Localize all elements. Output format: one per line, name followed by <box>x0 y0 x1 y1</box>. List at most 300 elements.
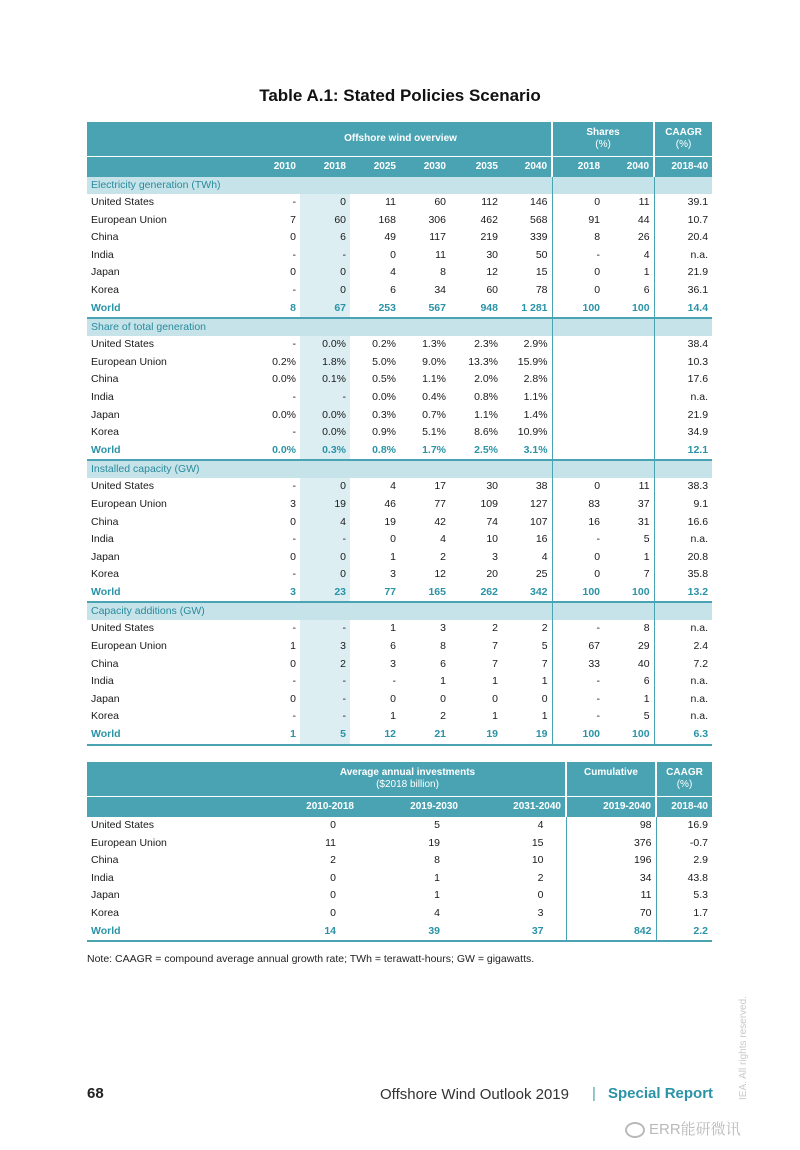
table-cell: 0 <box>300 264 350 282</box>
table-cell: 4 <box>541 550 548 563</box>
table-cell: 1.4% <box>523 408 548 421</box>
table-cell: 1 <box>492 710 498 723</box>
table-cell: 1 <box>643 266 650 279</box>
table-row <box>87 229 712 247</box>
table-cell: 0 <box>541 692 548 705</box>
column-header: 2035 <box>450 157 502 178</box>
table-cell: 0 <box>552 549 604 567</box>
row-label: European Union <box>91 836 167 849</box>
table-row <box>87 852 712 870</box>
section-row <box>87 460 712 478</box>
row-label: Korea <box>91 426 120 439</box>
table-cell: 91 <box>552 212 604 230</box>
table-cell: 2 <box>541 622 548 635</box>
table-cell: 5.3 <box>656 887 712 905</box>
table-cell: 0 <box>440 692 446 705</box>
table-cell: 1 <box>492 675 498 688</box>
table-cell: 19 <box>384 515 396 528</box>
row-label: Korea <box>91 710 120 723</box>
table-cell: 8.6% <box>474 426 498 439</box>
table-cell: 38.4 <box>654 336 712 354</box>
table-cell: 107 <box>530 515 548 528</box>
row-label: India <box>91 675 114 688</box>
table-cell: 6 <box>390 283 396 296</box>
blank-header-cell <box>87 797 250 818</box>
section-title-cell <box>87 460 552 478</box>
page-number: 68 <box>87 1085 104 1102</box>
column-header: 2030 <box>400 157 450 178</box>
table-cell: 78 <box>535 283 548 296</box>
table-cell: 34 <box>566 870 656 888</box>
table-cell: 16 <box>535 533 548 546</box>
table-cell: 127 <box>530 497 548 510</box>
table-cell: 16.6 <box>654 514 712 532</box>
table-cell: - <box>300 389 350 407</box>
table-cell: 16 <box>552 514 604 532</box>
table-cell: 4 <box>390 480 396 493</box>
table-cell: 12 <box>434 568 446 581</box>
table-cell: 21.9 <box>654 264 712 282</box>
table-cell: 20.8 <box>654 549 712 567</box>
table-cell: 0 <box>330 889 336 902</box>
table-cell: 262 <box>450 584 502 603</box>
table-cell: n.a. <box>654 691 712 709</box>
table-cell: - <box>300 708 350 726</box>
table-cell: 0 <box>300 478 350 496</box>
table-cell: 11 <box>566 887 656 905</box>
table-cell: 4 <box>643 248 650 261</box>
table-cell: 0 <box>390 692 396 705</box>
table-cell: - <box>552 620 604 638</box>
blank-header-cell <box>87 157 250 178</box>
table-cell: 19 <box>428 836 440 849</box>
table-cell: 2 <box>330 854 336 867</box>
table-cell: 0 <box>330 871 336 884</box>
table-cell: - <box>292 283 296 296</box>
column-header: 2040 <box>604 157 654 178</box>
table-cell: 11 <box>385 196 396 208</box>
table-cell: n.a. <box>654 620 712 638</box>
table-cell: 8 <box>434 854 440 867</box>
table-cell: 12 <box>350 726 400 745</box>
table-cell: 39.1 <box>654 194 712 212</box>
row-label: China <box>91 373 119 386</box>
table-cell: 11 <box>325 836 336 849</box>
table-cell: - <box>292 710 296 723</box>
column-header: 2019-2040 <box>566 797 656 818</box>
table-cell: 17 <box>434 480 446 493</box>
table-cell: 0 <box>300 282 350 300</box>
table-cell: 0 <box>300 194 350 212</box>
table-cell: 2.3% <box>474 338 498 351</box>
table-cell: 0.3% <box>300 442 350 461</box>
table-row <box>87 673 712 691</box>
table-cell: 0 <box>552 478 604 496</box>
table-cell: 67 <box>552 638 604 656</box>
table-cell: 5 <box>434 819 440 831</box>
table-cell: - <box>300 620 350 638</box>
column-header: 2018-40 <box>654 157 712 178</box>
table-cell: 1 <box>643 692 650 705</box>
page-title: Table A.1: Stated Policies Scenario <box>259 86 541 105</box>
table-cell: 34 <box>434 283 446 296</box>
table-row <box>87 514 712 532</box>
table-cell: 1.7% <box>400 442 450 461</box>
table-cell: 70 <box>566 905 656 923</box>
table-cell: 6 <box>300 229 350 247</box>
table-cell: 6 <box>440 657 446 670</box>
table-cell: 10 <box>486 533 498 546</box>
table-cell: n.a. <box>654 531 712 549</box>
table-row <box>87 656 712 674</box>
table-cell: 0.4% <box>422 390 446 403</box>
section-row <box>87 318 712 336</box>
table-cell <box>552 407 604 425</box>
row-label: United States <box>91 819 155 831</box>
column-header: 2040 <box>502 157 552 178</box>
table-cell: 117 <box>429 231 446 244</box>
table-cell: 2.0% <box>474 373 498 386</box>
table-cell: 0.0% <box>272 408 296 421</box>
column-header: 2010-2018 <box>250 797 358 818</box>
cumulative-header: Cumulative <box>566 762 656 797</box>
row-label: Japan <box>91 692 120 705</box>
row-label: United States <box>91 622 155 635</box>
table-cell <box>604 407 654 425</box>
table-cell: 3 <box>250 584 300 603</box>
table-cell: 0.2% <box>272 355 296 368</box>
table-cell: 1.3% <box>422 338 446 351</box>
row-label: India <box>91 390 114 403</box>
table-cell: 7 <box>492 657 498 670</box>
table-cell: 3 <box>390 657 396 670</box>
table-row <box>87 870 712 888</box>
table-cell: 0.0% <box>372 390 396 403</box>
table-cell: 30 <box>486 480 498 493</box>
shares-header: Shares (%) <box>552 122 654 157</box>
table-cell <box>604 424 654 442</box>
row-label: India <box>91 533 114 546</box>
table-row <box>87 282 712 300</box>
section-title: Electricity generation <box>91 179 189 191</box>
table-cell: 8 <box>440 640 446 653</box>
table-cell: - <box>292 196 296 208</box>
table-cell: - <box>552 708 604 726</box>
table-cell: 10 <box>531 854 544 867</box>
table-cell: 12.1 <box>654 442 712 461</box>
table-row <box>87 817 712 835</box>
table-cell: - <box>292 426 296 439</box>
table-cell: - <box>300 247 350 265</box>
section-fill-cell <box>552 602 654 620</box>
table-cell: 60 <box>434 196 446 208</box>
row-label: China <box>91 231 119 244</box>
table-cell: 5 <box>643 533 650 546</box>
table-cell: 31 <box>637 515 650 528</box>
table-cell: 4 <box>300 514 350 532</box>
table-cell: - <box>552 691 604 709</box>
table-cell: 10.7 <box>654 212 712 230</box>
table-cell: 8 <box>440 266 446 279</box>
table-cell: 23 <box>300 584 350 603</box>
section-title-cell <box>87 177 552 194</box>
table-cell: 83 <box>552 496 604 514</box>
table-cell: 15 <box>535 266 548 279</box>
table-cell: 165 <box>400 584 450 603</box>
table-cell: 109 <box>480 497 498 510</box>
table-cell: 112 <box>481 196 498 208</box>
section-fill-cell <box>552 177 654 194</box>
table-cell: 2.2 <box>656 923 712 942</box>
table-cell: 0.0% <box>300 424 350 442</box>
table-row <box>87 336 712 354</box>
table-cell: 1.1% <box>474 408 498 421</box>
offshore-wind-overview-table <box>87 122 712 746</box>
column-header: 2018 <box>300 157 350 178</box>
table-cell: 6 <box>390 640 396 653</box>
table-cell: 3 <box>440 622 446 635</box>
table-cell <box>552 389 604 407</box>
table-cell: 15.9% <box>517 355 548 368</box>
table-cell: 30 <box>486 248 498 261</box>
table-cell: -0.7 <box>656 835 712 853</box>
table-cell: n.a. <box>654 708 712 726</box>
table-cell: 5.1% <box>422 426 446 439</box>
caagr-header: CAAGR (%) <box>656 762 712 797</box>
world-row <box>87 300 712 319</box>
table-cell: 11 <box>638 480 650 493</box>
table-row <box>87 835 712 853</box>
table-cell: 10.9% <box>517 426 548 439</box>
table-cell: 35.8 <box>654 566 712 584</box>
table-cell: 2 <box>492 622 498 635</box>
table-cell: 0.3% <box>372 408 396 421</box>
row-label: European Union <box>91 355 167 368</box>
table-cell: n.a. <box>654 389 712 407</box>
table-cell: 0 <box>537 889 544 902</box>
row-label: United States <box>91 480 155 493</box>
row-label: World <box>87 726 250 745</box>
table-row <box>87 212 712 230</box>
row-label: India <box>91 871 114 884</box>
row-label: Korea <box>91 283 120 296</box>
table-row <box>87 389 712 407</box>
table-cell: 7 <box>290 213 296 226</box>
table-cell: 0.7% <box>422 408 446 421</box>
row-label: Japan <box>91 266 120 279</box>
wechat-icon <box>625 1122 645 1138</box>
table-cell: 29 <box>637 640 650 653</box>
table-cell: - <box>392 675 396 688</box>
table-cell: 0.8% <box>350 442 400 461</box>
table-cell: 2.4 <box>654 638 712 656</box>
table-cell: 2 <box>440 550 446 563</box>
table-cell <box>604 336 654 354</box>
table-row <box>87 531 712 549</box>
table-cell: 0.2% <box>372 338 396 351</box>
table-cell: 3 <box>300 638 350 656</box>
overview-header: Offshore wind overview <box>250 122 552 157</box>
table-cell: 0 <box>290 692 296 705</box>
table-row <box>87 638 712 656</box>
table-cell: 2.9% <box>523 338 548 351</box>
table-row <box>87 691 712 709</box>
table-cell: 0 <box>290 657 296 670</box>
table-cell: 38 <box>535 480 548 493</box>
table-cell: 100 <box>604 300 654 319</box>
row-label: Japan <box>91 550 120 563</box>
table-cell: 8 <box>643 622 650 635</box>
table-cell: 11 <box>435 248 446 261</box>
table-cell: 306 <box>428 213 446 226</box>
table-cell <box>552 336 604 354</box>
table-cell: 462 <box>480 213 498 226</box>
table-cell: 2.8% <box>523 373 548 386</box>
section-title-cell <box>87 602 552 620</box>
table-cell: 1 <box>390 710 396 723</box>
table-cell: - <box>300 691 350 709</box>
table-cell: 3 <box>492 550 498 563</box>
row-label: Korea <box>91 568 120 581</box>
table-cell: 0 <box>552 566 604 584</box>
table-cell: 20 <box>486 568 498 581</box>
table-cell: 39 <box>358 923 462 942</box>
table-row <box>87 708 712 726</box>
table-cell: 38.3 <box>654 478 712 496</box>
table-cell: 6 <box>643 283 650 296</box>
table-cell: n.a. <box>654 247 712 265</box>
row-label: Japan <box>91 408 120 421</box>
table-row <box>87 407 712 425</box>
section-row <box>87 602 712 620</box>
table-cell: 0 <box>300 566 350 584</box>
row-label: European Union <box>91 213 167 226</box>
table-cell: 0 <box>492 692 498 705</box>
table-cell: 7 <box>541 657 548 670</box>
table-row <box>87 620 712 638</box>
table-cell: 0.1% <box>300 371 350 389</box>
table-cell <box>604 371 654 389</box>
table-cell: 15 <box>531 836 544 849</box>
table-cell: 40 <box>637 657 650 670</box>
table-cell <box>604 354 654 372</box>
table-row <box>87 371 712 389</box>
section-fill-cell <box>552 318 654 336</box>
row-label: World <box>87 584 250 603</box>
row-label: European Union <box>91 640 167 653</box>
row-label: European Union <box>91 497 167 510</box>
table-row <box>87 354 712 372</box>
table-cell: 11 <box>638 196 650 208</box>
table-cell: 5 <box>643 710 650 723</box>
table-cell: 17.6 <box>654 371 712 389</box>
table-row <box>87 194 712 212</box>
table-cell: 67 <box>300 300 350 319</box>
table-cell: 98 <box>566 817 656 835</box>
table-cell: 77 <box>350 584 400 603</box>
table-cell: 3.1% <box>502 442 552 461</box>
table-cell: 0 <box>290 231 296 244</box>
table-cell: 20.4 <box>654 229 712 247</box>
blank-header-cell <box>87 122 250 157</box>
table-cell: 1 <box>390 550 396 563</box>
table-cell: 0.5% <box>372 373 396 386</box>
column-header: 2025 <box>350 157 400 178</box>
table-row <box>87 496 712 514</box>
investments-table <box>87 762 712 942</box>
table-cell: 0 <box>390 533 396 546</box>
section-title: Capacity additions <box>91 605 177 618</box>
table-cell: 0 <box>552 264 604 282</box>
table-cell: 1 <box>541 710 548 723</box>
table-cell: 567 <box>400 300 450 319</box>
table-cell: n.a. <box>654 673 712 691</box>
table-cell: 26 <box>637 231 650 244</box>
table-cell: 42 <box>434 515 446 528</box>
table-cell: 12 <box>486 266 498 279</box>
table-cell <box>604 442 654 461</box>
table-cell: 376 <box>566 835 656 853</box>
footer-section: Special Report <box>608 1085 714 1102</box>
table-cell: 4 <box>390 266 396 279</box>
table-cell: 21 <box>400 726 450 745</box>
row-label: China <box>91 854 119 867</box>
table-cell: 1.1% <box>523 390 548 403</box>
row-label: United States <box>91 196 155 208</box>
world-row <box>87 442 712 461</box>
table-cell: 2 <box>300 656 350 674</box>
table-cell: 14.4 <box>654 300 712 319</box>
footer-title: Offshore Wind Outlook 2019 <box>380 1086 569 1103</box>
section-title: Share of total generation <box>91 321 206 334</box>
table-cell: 1 <box>541 675 548 688</box>
table-cell: 60 <box>486 283 498 296</box>
table-cell: 339 <box>530 231 548 244</box>
table-cell: 5.0% <box>372 355 396 368</box>
table-cell: 0 <box>552 282 604 300</box>
table-cell: 0 <box>330 819 336 831</box>
table-cell: 2 <box>537 871 544 884</box>
table-cell: 100 <box>552 726 604 745</box>
table-cell: 0.0% <box>250 442 300 461</box>
row-label: China <box>91 657 119 670</box>
table-cell <box>552 442 604 461</box>
row-label: United States <box>91 338 155 351</box>
table-cell: 0 <box>300 549 350 567</box>
table-cell: 100 <box>604 584 654 603</box>
table-cell: 37 <box>637 497 650 510</box>
table-cell: 74 <box>486 515 498 528</box>
table-cell: 7.2 <box>654 656 712 674</box>
table-cell: 196 <box>566 852 656 870</box>
section-fill-cell <box>654 602 712 620</box>
world-row <box>87 923 712 942</box>
row-label: India <box>91 248 114 261</box>
table-cell: - <box>300 531 350 549</box>
table-row <box>87 424 712 442</box>
section-unit: (GW) <box>176 605 205 618</box>
table-cell: 43.8 <box>656 870 712 888</box>
table-cell: 1 281 <box>502 300 552 319</box>
world-row <box>87 584 712 603</box>
table-cell: 168 <box>378 213 396 226</box>
watermark <box>625 1118 741 1139</box>
table-row <box>87 905 712 923</box>
blank-header-cell <box>87 762 250 797</box>
table-cell: - <box>292 480 296 493</box>
column-header: 2019-2030 <box>358 797 462 818</box>
section-fill-cell <box>654 460 712 478</box>
